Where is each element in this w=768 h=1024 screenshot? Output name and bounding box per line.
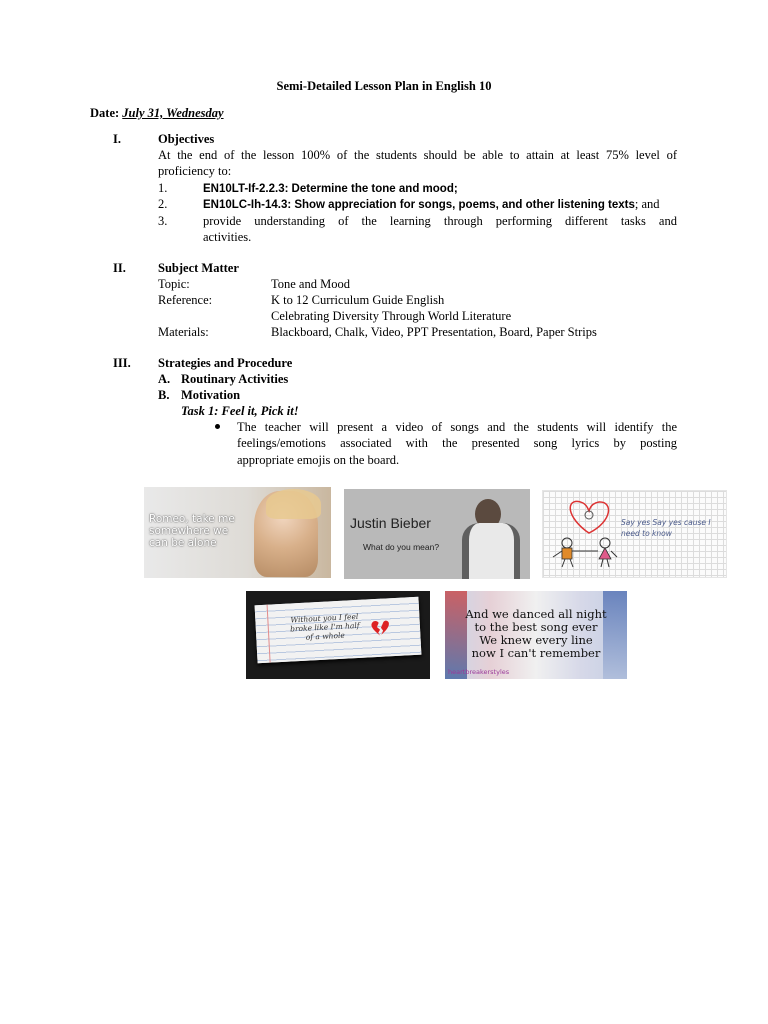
objective-2-code: EN10LC-Ih-14.3: (203, 199, 292, 211)
reference-label: Reference: (158, 293, 213, 307)
best-song-line-1: And we danced all night (465, 607, 607, 621)
objective-3-line1: provide understanding of the learning through performing different tasks and (203, 214, 677, 228)
strategies-numeral: III. (113, 356, 131, 370)
best-song-lyrics (445, 608, 627, 660)
objective-2 (203, 196, 660, 213)
materials-label: Materials: (158, 325, 209, 339)
subject-numeral: II. (113, 261, 126, 275)
song-image-say-yes (542, 490, 727, 578)
song-image-best-song (445, 591, 627, 679)
best-song-line-4: now I can't remember (471, 646, 601, 660)
step-b-label: B. (158, 388, 170, 402)
notebook-paper (255, 597, 422, 664)
objective-1-code: EN10LT-If-2.2.3: (203, 183, 289, 195)
say-yes-lyric: Say yes Say yes cause I need to know (621, 518, 711, 538)
objectives-heading: Objectives (158, 132, 215, 146)
objective-1 (203, 180, 458, 197)
song-image-bieber (344, 489, 530, 579)
objective-2-num: 2. (158, 197, 168, 211)
bullet-line3: appropriate emojis on the board. (237, 453, 400, 467)
reference-value-1: K to 12 Curriculum Guide English (271, 293, 445, 307)
objective-2-text: Show appreciation for songs, poems, and other listening texts (294, 199, 635, 211)
page-title: Semi-Detailed Lesson Plan in English 10 (276, 79, 492, 93)
paper-margin-line (267, 605, 271, 663)
image-credit: heartbreakerstyles (448, 668, 510, 676)
step-a-text: Routinary Activities (181, 372, 289, 386)
step-a-label: A. (158, 372, 171, 386)
date-line (90, 105, 224, 121)
topic-label: Topic: (158, 277, 190, 291)
step-b-text: Motivation (181, 388, 241, 402)
objective-3-line2: activities. (203, 230, 252, 244)
objectives-numeral: I. (113, 132, 121, 146)
strategies-heading: Strategies and Procedure (158, 356, 293, 370)
song-image-half-of-whole (246, 591, 430, 679)
topic-value: Tone and Mood (271, 277, 350, 291)
bullet-line1: The teacher will present a video of songs and the students will identify the (237, 420, 677, 434)
bieber-title: Justin Bieber (350, 515, 431, 531)
objective-2-tail: ; and (634, 197, 660, 211)
best-song-line-3: We knew every line (479, 633, 593, 647)
objective-1-num: 1. (158, 181, 168, 195)
bullet-line2: feelings/emotions associated with the presented song lyrics by posting (237, 436, 677, 450)
bieber-subtitle: What do you mean? (363, 542, 440, 552)
broken-heart-icon (369, 618, 390, 637)
best-song-line-2: to the best song ever (474, 620, 598, 634)
objectives-intro-line1: At the end of the lesson 100% of the students should be able to attain at least 75% level of (158, 148, 677, 162)
reference-value-2: Celebrating Diversity Through World Literature (271, 309, 512, 323)
date-value: July 31, Wednesday (122, 106, 224, 120)
materials-value: Blackboard, Chalk, Video, PPT Presentation, Board, Paper Strips (271, 325, 597, 339)
objective-3-num: 3. (158, 214, 168, 228)
song-image-romeo (144, 487, 331, 578)
subject-heading: Subject Matter (158, 261, 239, 275)
date-label: Date: (90, 106, 120, 120)
objectives-intro-line2: proficiency to: (158, 164, 232, 178)
half-lyric: Without you I feel broke like I'm half of a whole (289, 611, 360, 642)
singer-hair (266, 489, 321, 519)
singer-body (462, 523, 520, 579)
bullet-icon (215, 424, 220, 429)
objective-1-text: Determine the tone and mood; (291, 183, 458, 195)
romeo-lyric: Romeo, take me somewhere we can be alone (149, 513, 235, 549)
task-title: Task 1: Feel it, Pick it! (181, 404, 299, 418)
